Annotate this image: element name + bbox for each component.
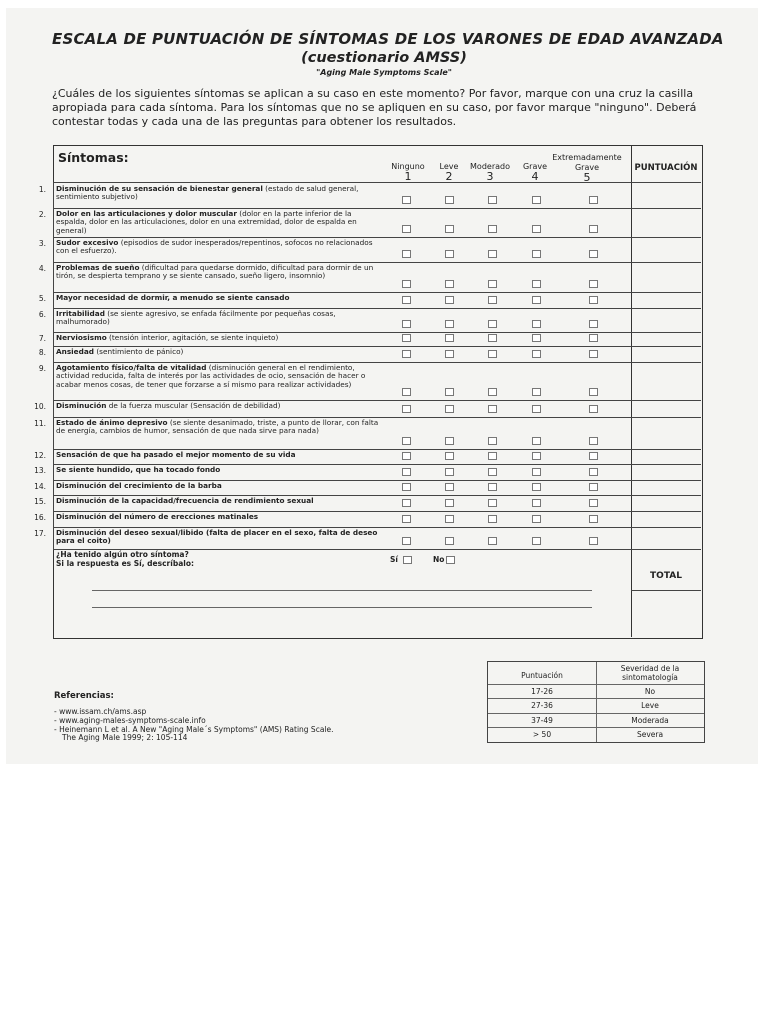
rating-checkbox[interactable] [445, 196, 454, 204]
severity-rule [488, 698, 704, 699]
symptom-detail: (dificultad para quedarse dormido, dificultad para dormir de un tirón, se despierta temprano y se siente cansado, sueño ligero, insomnio) [56, 263, 374, 281]
symptom-text [56, 210, 384, 235]
rating-checkbox[interactable] [445, 437, 454, 445]
rating-checkbox[interactable] [532, 296, 541, 304]
other-symptom-q2: Si la respuesta es Sí, descríbalo: [56, 558, 194, 568]
symptom-number: 7. [38, 334, 46, 343]
score-header: PUNTUACIÓN [634, 163, 698, 173]
symptom-number: 16. [34, 513, 46, 522]
symptom-name: Problemas de sueño [56, 263, 140, 272]
rating-checkbox[interactable] [532, 388, 541, 396]
rating-checkbox[interactable] [402, 196, 411, 204]
rating-checkbox[interactable] [589, 388, 598, 396]
severity-col-score: Puntuación [521, 671, 563, 680]
rating-checkbox[interactable] [445, 320, 454, 328]
reference-item: The Aging Male 1999; 2: 105-114 [62, 733, 188, 743]
rating-column-label: Grave [522, 162, 548, 171]
symptom-text [56, 451, 384, 459]
symptom-number: 12. [34, 451, 46, 460]
severity-rule [488, 727, 704, 728]
symptom-text [56, 419, 384, 436]
references-title: Referencias: [54, 691, 114, 701]
form-subtitle: (cuestionario AMSS) [301, 50, 467, 66]
rating-checkbox[interactable] [488, 388, 497, 396]
rating-checkbox[interactable] [532, 405, 541, 413]
other-symptom-question [56, 551, 194, 568]
rating-checkbox[interactable] [488, 452, 497, 460]
rating-checkbox[interactable] [589, 515, 598, 523]
severity-level: No [644, 687, 656, 696]
symptom-name: Ansiedad [56, 347, 95, 356]
symptom-detail: (sentimiento de pánico) [94, 347, 184, 356]
rating-checkbox[interactable] [532, 468, 541, 476]
symptom-name: Agotamiento físico/falta de vitalidad [56, 363, 207, 372]
rating-checkbox[interactable] [445, 468, 454, 476]
symptom-name: Sudor excesivo [56, 238, 119, 247]
rating-checkbox[interactable] [402, 437, 411, 445]
rating-checkbox[interactable] [488, 405, 497, 413]
symptom-detail: (dolor en la parte inferior de la espalda, dolor en las articulaciones, dolor en una extremidad, dolor de espalda en general) [56, 209, 357, 235]
symptom-name: Disminución [56, 401, 107, 410]
rating-checkbox[interactable] [488, 225, 497, 233]
rating-column-header [549, 153, 625, 183]
symptom-text [56, 364, 384, 389]
rating-checkbox[interactable] [589, 296, 598, 304]
symptom-number: 2. [38, 210, 46, 219]
symptom-name: Sensación de que ha pasado el mejor momento de su vida [56, 450, 296, 459]
reference-item: - www.issam.ch/ams.asp [54, 707, 147, 716]
symptom-number: 13. [34, 466, 46, 475]
symptom-name: Nerviosismo [56, 333, 107, 342]
rating-checkbox[interactable] [589, 350, 598, 358]
symptom-detail: (se siente desanimado, triste, a punto de llorar, con falta de energía, cambios de humor, sensación de que nada sirve para nada) [56, 418, 379, 436]
rating-checkbox[interactable] [532, 350, 541, 358]
no-checkbox[interactable] [446, 556, 455, 564]
rating-column-number: 5 [583, 171, 591, 184]
reference-item: - www.aging-males-symptoms-scale.info [54, 715, 206, 725]
rating-checkbox[interactable] [488, 537, 497, 545]
rating-checkbox[interactable] [445, 225, 454, 233]
severity-score: 37-49 [531, 716, 553, 725]
symptom-text [56, 466, 384, 474]
severity-col-level: Severidad de la sintomatología [620, 664, 680, 682]
rating-checkbox[interactable] [488, 196, 497, 204]
symptom-text [56, 497, 384, 505]
severity-table [487, 661, 705, 743]
rating-checkbox[interactable] [589, 196, 598, 204]
symptom-text [56, 310, 384, 327]
score-column [631, 146, 702, 637]
rating-column-number: 1 [404, 170, 412, 183]
symptom-name: Disminución del crecimiento de la barba [56, 481, 222, 490]
severity-score: 27-36 [531, 701, 553, 710]
symptom-text [56, 348, 384, 356]
rating-column-number: 2 [445, 170, 453, 183]
rating-checkbox[interactable] [445, 537, 454, 545]
rating-checkbox[interactable] [532, 320, 541, 328]
rating-checkbox[interactable] [402, 296, 411, 304]
symptom-number: 10. [34, 402, 46, 411]
rating-checkbox[interactable] [589, 320, 598, 328]
rating-checkbox[interactable] [402, 468, 411, 476]
rating-column-label: Extremadamente Grave [552, 153, 622, 172]
rating-checkbox[interactable] [402, 334, 411, 342]
symptom-detail: (tensión interior, agitación, se siente inquieto) [106, 333, 279, 342]
instructions: ¿Cuáles de los siguientes síntomas se aplican a su caso en este momento? Por favor, marque con una cruz la casilla apropiada para cada síntoma. Para los síntomas que no se apliquen en su caso, por favor marque "ninguno". Deberá contestar todas y cada una de las preguntas para obtener los resultados. [52, 87, 697, 128]
form-subsubtitle: "Aging Male Symptoms Scale" [316, 68, 452, 77]
rating-checkbox[interactable] [402, 405, 411, 413]
symptom-text [56, 513, 384, 521]
rating-checkbox[interactable] [445, 499, 454, 507]
rating-checkbox[interactable] [488, 250, 497, 258]
symptom-name: Se siente hundido, que ha tocado fondo [56, 465, 221, 474]
rating-checkbox[interactable] [445, 296, 454, 304]
rating-checkbox[interactable] [532, 437, 541, 445]
symptom-text [56, 239, 384, 256]
symptom-text [56, 482, 384, 490]
symptom-detail: de la fuerza muscular (Sensación de debilidad) [106, 401, 281, 410]
rating-checkbox[interactable] [402, 250, 411, 258]
rating-checkbox[interactable] [445, 334, 454, 342]
rating-checkbox[interactable] [402, 515, 411, 523]
rating-checkbox[interactable] [402, 483, 411, 491]
rating-checkbox[interactable] [488, 350, 497, 358]
symptom-name: Disminución del deseo sexual/libido (falta de placer en el sexo, falta de deseo para el coito) [56, 528, 378, 546]
severity-score: 17-26 [531, 687, 553, 696]
symptom-detail: (estado de salud general, sentimiento subjetivo) [56, 184, 359, 202]
rating-checkbox[interactable] [589, 499, 598, 507]
rating-checkbox[interactable] [488, 437, 497, 445]
rating-column-label: Moderado [470, 162, 510, 171]
rating-checkbox[interactable] [589, 452, 598, 460]
reference-item: - Heinemann L et al. A New "Aging Male´s Symptoms" (AMS) Rating Scale. [54, 724, 334, 734]
symptom-name: Disminución de su sensación de bienestar general [56, 184, 263, 193]
rating-checkbox[interactable] [402, 452, 411, 460]
rating-checkbox[interactable] [589, 468, 598, 476]
symptom-name: Disminución del número de erecciones matinales [56, 512, 259, 521]
symptoms-header: Síntomas: [58, 150, 129, 165]
rating-checkbox[interactable] [532, 483, 541, 491]
symptom-text [56, 264, 384, 281]
rating-checkbox[interactable] [532, 250, 541, 258]
rating-checkbox[interactable] [488, 468, 497, 476]
symptom-text [56, 334, 384, 342]
yes-label: Sí [390, 555, 398, 564]
symptom-number: 15. [34, 497, 46, 506]
symptom-detail: (episodios de sudor inesperados/repentinos, sofocos no relacionados con el esfuerzo). [56, 238, 373, 256]
rating-checkbox[interactable] [532, 499, 541, 507]
severity-score: > 50 [532, 730, 552, 739]
rating-checkbox[interactable] [589, 334, 598, 342]
symptom-detail: (se siente agresivo, se enfada fácilmente por pequeñas cosas, malhumorado) [56, 309, 336, 327]
rating-checkbox[interactable] [532, 515, 541, 523]
rating-checkbox[interactable] [488, 499, 497, 507]
symptom-name: Mayor necesidad de dormir, a menudo se siente cansado [56, 293, 290, 302]
symptom-text [56, 529, 384, 546]
symptom-number: 14. [34, 482, 46, 491]
rating-checkbox[interactable] [445, 405, 454, 413]
symptom-number: 9. [38, 364, 46, 373]
rating-checkbox[interactable] [445, 250, 454, 258]
symptom-name: Dolor en las articulaciones y dolor muscular [56, 209, 237, 218]
rating-checkbox[interactable] [445, 350, 454, 358]
symptom-number: 11. [34, 419, 46, 428]
symptom-name: Estado de ánimo depresivo [56, 418, 168, 427]
rating-checkbox[interactable] [402, 320, 411, 328]
symptom-text [56, 185, 384, 202]
total-label: TOTAL [650, 571, 682, 581]
no-label: No [433, 555, 445, 564]
rating-checkbox[interactable] [589, 405, 598, 413]
rating-checkbox[interactable] [488, 280, 497, 288]
symptom-name: Disminución de la capacidad/frecuencia de rendimiento sexual [56, 496, 314, 505]
rating-checkbox[interactable] [532, 225, 541, 233]
severity-level: Leve [641, 701, 659, 710]
rating-checkbox[interactable] [589, 537, 598, 545]
symptom-detail: (disminución general en el rendimiento, actividad reducida, falta de interés por las actividades de ocio, sensación de hacer o acabar menos cosas, de tener que forzarse a sí mismo para realizar actividades) [56, 363, 366, 389]
description-line-1[interactable] [92, 590, 592, 591]
symptom-number: 4. [38, 264, 46, 273]
symptom-number: 8. [38, 348, 46, 357]
rating-checkbox[interactable] [488, 515, 497, 523]
rating-checkbox[interactable] [488, 334, 497, 342]
rating-column-number: 4 [531, 170, 539, 183]
rating-checkbox[interactable] [532, 452, 541, 460]
symptom-number: 3. [38, 239, 46, 248]
rating-checkbox[interactable] [445, 483, 454, 491]
rating-checkbox[interactable] [589, 483, 598, 491]
rating-checkbox[interactable] [589, 250, 598, 258]
rating-column-label: Ninguno [391, 162, 425, 171]
symptom-name: Irritabilidad [56, 309, 105, 318]
symptom-number: 17. [34, 529, 46, 538]
rating-checkbox[interactable] [532, 196, 541, 204]
severity-rule [488, 713, 704, 714]
rating-checkbox[interactable] [445, 388, 454, 396]
rating-checkbox[interactable] [402, 225, 411, 233]
description-line-2[interactable] [92, 607, 592, 608]
rating-checkbox[interactable] [402, 350, 411, 358]
severity-rule [488, 684, 704, 685]
rating-checkbox[interactable] [589, 437, 598, 445]
other-symptom-q1: ¿Ha tenido algún otro síntoma? [56, 550, 189, 559]
rating-checkbox[interactable] [402, 537, 411, 545]
rating-checkbox[interactable] [445, 280, 454, 288]
rating-checkbox[interactable] [445, 515, 454, 523]
rating-checkbox[interactable] [488, 296, 497, 304]
yes-checkbox[interactable] [403, 556, 412, 564]
rating-column-label: Leve [439, 162, 459, 171]
rating-checkbox[interactable] [589, 225, 598, 233]
rating-checkbox[interactable] [488, 320, 497, 328]
rating-checkbox[interactable] [488, 483, 497, 491]
rating-checkbox[interactable] [589, 280, 598, 288]
severity-level: Severa [636, 730, 664, 739]
rating-checkbox[interactable] [402, 388, 411, 396]
references-list [54, 708, 334, 743]
severity-level: Moderada [631, 716, 669, 725]
rating-column-number: 3 [486, 170, 494, 183]
total-rule [631, 590, 701, 591]
rating-checkbox[interactable] [532, 334, 541, 342]
symptom-number: 6. [38, 310, 46, 319]
rating-checkbox[interactable] [402, 280, 411, 288]
rating-checkbox[interactable] [532, 280, 541, 288]
row-rule [53, 182, 701, 183]
symptom-text [56, 294, 384, 302]
symptom-number: 1. [38, 185, 46, 194]
form-title: ESCALA DE PUNTUACIÓN DE SÍNTOMAS DE LOS VARONES DE EDAD AVANZADA [52, 30, 724, 48]
rating-checkbox[interactable] [532, 537, 541, 545]
symptom-number: 5. [38, 294, 46, 303]
rating-checkbox[interactable] [402, 499, 411, 507]
rating-checkbox[interactable] [445, 452, 454, 460]
symptom-text [56, 402, 384, 410]
